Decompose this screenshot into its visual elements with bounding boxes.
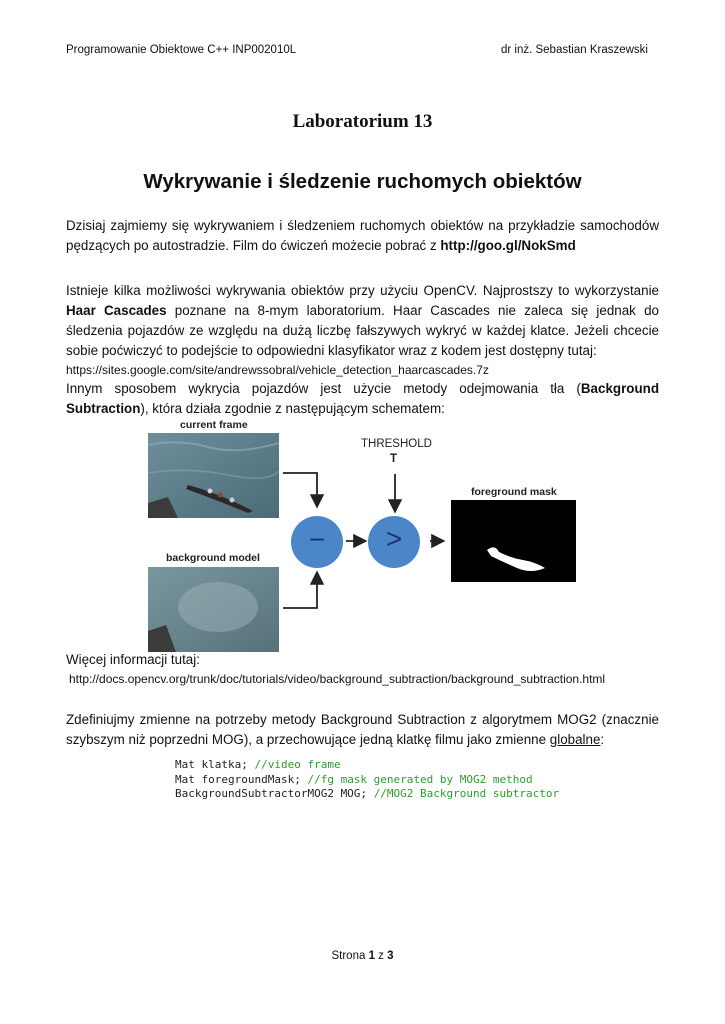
intro-text: Dzisiaj zajmiemy się wykrywaniem i śledzeniem ruchomych obiektów na przykładzie samochodów pędzących po autostradzie. Film do ćwiczeń możecie pobrać z <box>66 218 659 253</box>
subtract-operator <box>291 516 343 568</box>
minus-icon: − <box>308 524 326 555</box>
background-model-label: background model <box>166 552 260 564</box>
bgsub-text-1: Innym sposobem wykrycia pojazdów jest użycie metody odejmowania tła ( <box>66 381 581 396</box>
threshold-operator <box>368 516 420 568</box>
page-subtitle: Wykrywanie i śledzenie ruchomych obiektów <box>143 170 582 193</box>
define-text-1: Zdefiniujmy zmienne na potrzeby metody Background Subtraction z algorytmem MOG2 (znacznie szybszym niż poprzedni MOG), a przechowujące jedną klatkę filmu jako zmienne <box>66 712 659 747</box>
haar-text-2: poznane na 8-mym laboratorium. Haar Cascades nie zaleca się jednak do śledzenia pojazdów ze względu na dużą liczbę fałszywych wykryć w każdej klatce. Jeżeli chcecie sobie poćwiczyć to podejście to odpowiedni klasyfikator wraz z kodem jest dostępny tutaj: <box>66 303 660 358</box>
define-text-2: : <box>600 732 605 747</box>
page-footer: Strona 1 z 3 <box>331 950 394 962</box>
greater-than-icon: > <box>385 523 403 554</box>
background-subtraction-diagram <box>146 418 586 650</box>
bgsub-bold: Background Subtraction <box>66 381 659 416</box>
define-paragraph <box>66 710 659 750</box>
code-line-3: BackgroundSubtractorMOG2 MOG; //MOG2 Background subtractor <box>175 787 560 800</box>
define-underlined: globalne <box>549 732 601 747</box>
haar-text-1: Istnieje kilka możliwości wykrywania obiektów przy użyciu OpenCV. Najprostszy to wykorzystanie <box>66 283 659 298</box>
page-total: 3 <box>387 950 394 962</box>
threshold-symbol: T <box>390 453 398 465</box>
bgsub-text-2: ), która działa zgodnie z następującym schematem: <box>140 401 445 416</box>
haar-paragraph <box>66 281 659 361</box>
header-author: dr inż. Sebastian Kraszewski <box>500 44 648 56</box>
threshold-label: THRESHOLD <box>361 438 432 450</box>
header-course-title: Programowanie Obiektowe C++ INP002010L <box>66 44 297 56</box>
page-title: Laboratorium 13 <box>292 111 433 132</box>
haar-url[interactable]: https://sites.google.com/site/andrewssobral/vehicle_detection_haarcascades.7z <box>66 363 489 377</box>
intro-paragraph <box>66 216 659 256</box>
more-info-label: Więcej informacji tutaj: <box>66 652 200 667</box>
foreground-mask-label: foreground mask <box>471 486 557 498</box>
code-block <box>175 758 559 802</box>
foreground-mask-image <box>451 500 576 582</box>
current-frame-label: current frame <box>180 419 248 431</box>
more-info-url[interactable]: http://docs.opencv.org/trunk/doc/tutorials/video/background_subtraction/background_subtraction.html <box>69 672 606 686</box>
haar-bold: Haar Cascades <box>66 303 167 318</box>
code-line-2: Mat foregroundMask; //fg mask generated by MOG2 method <box>175 772 533 786</box>
bgsub-paragraph <box>66 379 659 419</box>
code-line-1: Mat klatka; //video frame <box>175 758 341 771</box>
page-number: 1 <box>368 950 375 962</box>
video-link[interactable]: http://goo.gl/NokSmd <box>440 238 576 253</box>
